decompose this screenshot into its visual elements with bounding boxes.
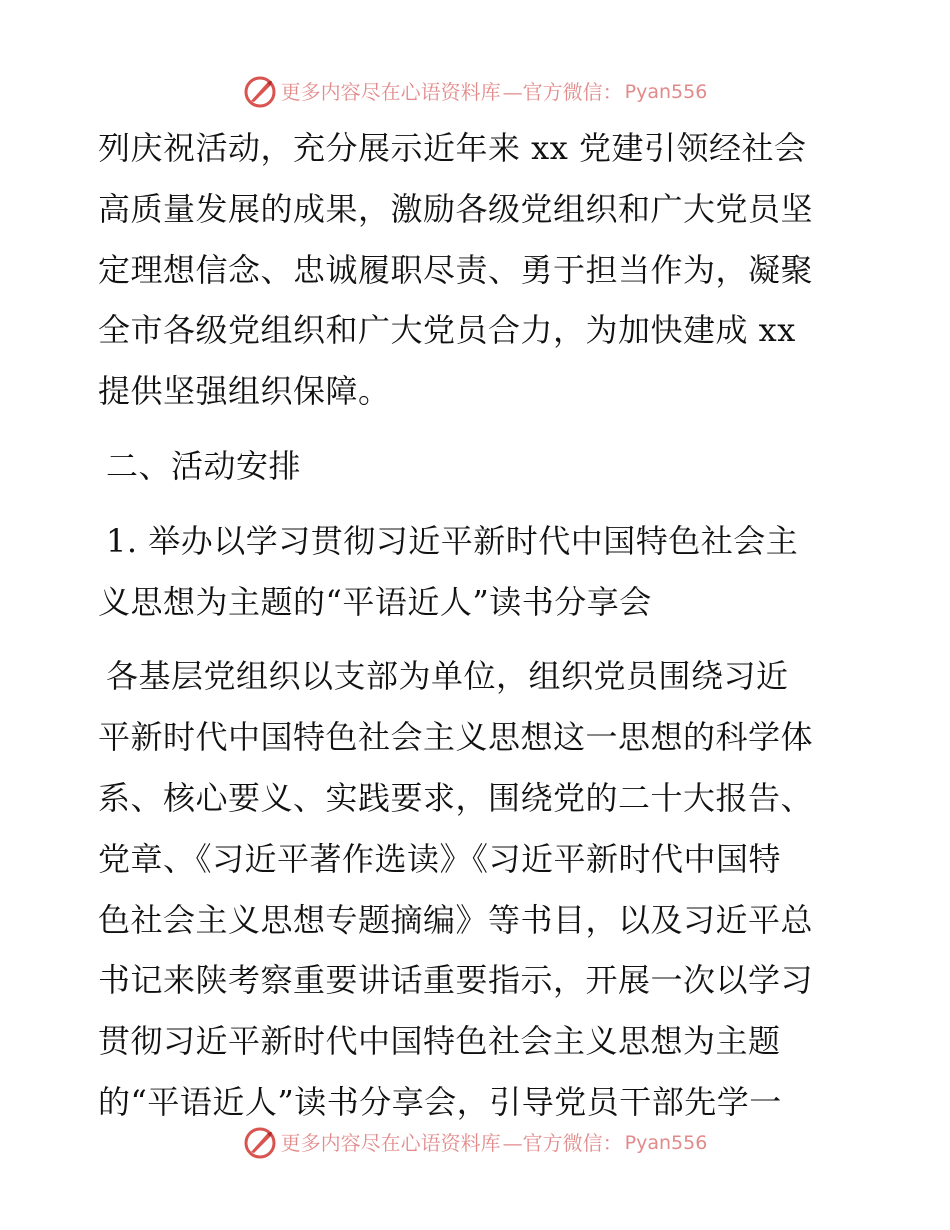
- text-line: 书记来陕考察重要讲话重要指示，开展一次以学习: [98, 961, 814, 1000]
- text-line: 全市各级党组织和广大党员合力，为加快建成 xx: [98, 311, 796, 350]
- watermark-id-text: Pyan556: [624, 81, 708, 103]
- text-line: 义思想为主题的“平语近人”读书分享会: [98, 582, 652, 621]
- text-line: 1. 举办以学习贯彻习近平新时代中国特色社会主: [106, 521, 799, 560]
- text-line: 色社会主义思想专题摘编》等书目，以及习近平总: [98, 900, 814, 939]
- text-line: 定理想信念、忠诚履职尽责、勇于担当作为，凝聚: [98, 250, 814, 289]
- text-line: 贯彻习近平新时代中国特色社会主义思想为主题: [98, 1022, 781, 1061]
- text-line: 平新时代中国特色社会主义思想这一思想的科学体: [98, 718, 814, 757]
- watermark-official-text: —官方微信：: [502, 80, 623, 104]
- paragraph-purpose: [98, 118, 858, 422]
- watermark-main-text: 更多内容尽在心语资料库: [280, 80, 501, 104]
- text-line: 高质量发展的成果，激励各级党组织和广大党员坚: [98, 189, 814, 228]
- text-line: 党章、《习近平著作选读》《习近平新时代中国特: [98, 839, 782, 878]
- text-line: 系、核心要义、实践要求，围绕党的二十大报告、: [98, 778, 814, 817]
- text-line: 各基层党组织以支部为单位，组织党员围绕习近: [106, 657, 789, 696]
- quill-logo-icon: [243, 75, 277, 109]
- watermark-header: [0, 75, 950, 109]
- watermark-main-text: 更多内容尽在心语资料库: [280, 1131, 501, 1155]
- section-heading: 二、活动安排: [106, 446, 302, 485]
- text-line: 提供坚强组织保障。: [98, 372, 391, 411]
- list-item-title: [98, 511, 858, 633]
- watermark-id-text: Pyan556: [624, 1132, 708, 1154]
- document-body: [98, 118, 858, 1133]
- text-line: 列庆祝活动，充分展示近年来 xx 党建引领经社会: [98, 129, 807, 167]
- watermark-official-text: —官方微信：: [502, 1131, 623, 1155]
- paragraph-activity-detail: [98, 646, 858, 1132]
- quill-logo-icon: [243, 1126, 277, 1160]
- watermark-footer: [0, 1126, 950, 1160]
- text-line: 的“平语近人”读书分享会，引导党员干部先学一: [98, 1082, 782, 1121]
